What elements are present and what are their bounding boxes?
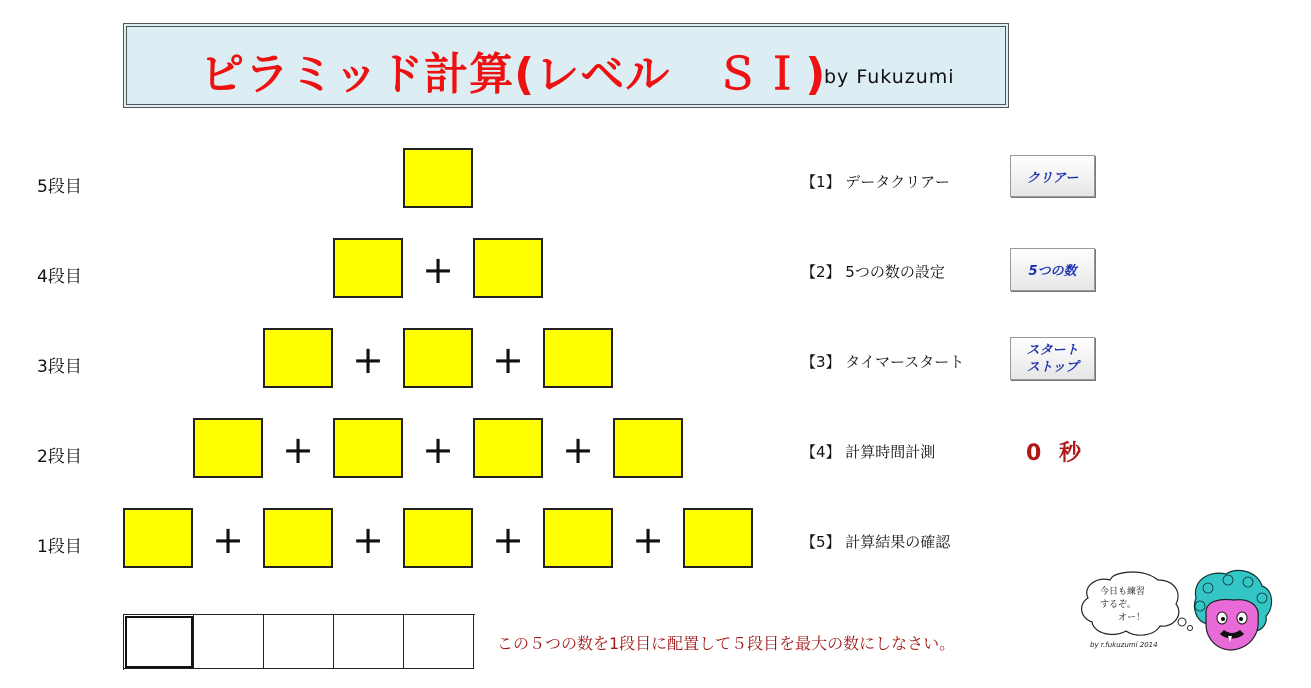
plus-sign: +: [562, 428, 594, 472]
five-numbers-grid: [123, 614, 475, 670]
character-face-icon: [1195, 570, 1272, 650]
pyramid-cell-r3-c1[interactable]: [263, 328, 333, 388]
plus-sign: +: [422, 428, 454, 472]
bubble-line-1: 今日も練習: [1100, 587, 1146, 597]
step-4-label: 【4】 計算時間計測: [801, 443, 936, 461]
seconds-unit: 秒: [1058, 441, 1081, 466]
stop-label: ストップ: [1026, 359, 1079, 375]
page-title: ピラミッド計算(レベル ＳＩ): [200, 49, 827, 100]
pyramid-cell-r2-c2[interactable]: [333, 418, 403, 478]
clear-button[interactable]: クリアー: [1010, 155, 1095, 197]
bubble-line-2: するぞ。: [1100, 600, 1136, 610]
number-cell-3[interactable]: [264, 615, 334, 669]
pyramid-cell-r4-c2[interactable]: [473, 238, 543, 298]
pyramid-cell-r2-c4[interactable]: [613, 418, 683, 478]
speech-bubble-icon: [1082, 572, 1193, 635]
plus-sign: +: [422, 248, 454, 292]
row-label-3: 3段目: [37, 357, 82, 377]
set-five-numbers-button[interactable]: 5つの数: [1010, 248, 1095, 291]
plus-sign: +: [282, 428, 314, 472]
number-cell-1[interactable]: [124, 615, 194, 669]
instruction-text: この５つの数を1段目に配置して５段目を最大の数にしなさい。: [497, 634, 956, 653]
row-label-4: 4段目: [37, 267, 82, 287]
row-label-5: 5段目: [37, 177, 82, 197]
plus-sign: +: [352, 338, 384, 382]
number-cell-4[interactable]: [334, 615, 404, 669]
row-label-2: 2段目: [37, 447, 82, 467]
plus-sign: +: [492, 338, 524, 382]
pyramid-cell-r2-c3[interactable]: [473, 418, 543, 478]
elapsed-time-display: [1026, 436, 1081, 467]
plus-sign: +: [632, 518, 664, 562]
pyramid-cell-r5-c1[interactable]: [403, 148, 473, 208]
mascot-credit: by r.fukuzumi 2014: [1090, 641, 1158, 649]
pyramid-cell-r3-c2[interactable]: [403, 328, 473, 388]
step-3-label: 【3】 タイマースタート: [801, 353, 965, 371]
pyramid-cell-r1-c2[interactable]: [263, 508, 333, 568]
elapsed-seconds: 0: [1026, 441, 1042, 466]
step-5-label: 【5】 計算結果の確認: [801, 533, 951, 551]
pyramid-cell-r4-c1[interactable]: [333, 238, 403, 298]
start-stop-button[interactable]: [1010, 337, 1095, 380]
author-byline: by Fukuzumi: [824, 66, 955, 88]
row-label-1: 1段目: [37, 537, 82, 557]
pyramid-cell-r3-c3[interactable]: [543, 328, 613, 388]
bubble-line-3: オー！: [1118, 613, 1146, 623]
start-label: スタート: [1026, 342, 1079, 358]
step-1-label: 【1】 データクリアー: [801, 173, 950, 191]
pyramid-cell-r2-c1[interactable]: [193, 418, 263, 478]
number-cell-5[interactable]: [404, 615, 474, 669]
plus-sign: +: [492, 518, 524, 562]
number-cell-2[interactable]: [194, 615, 264, 669]
title-banner: [123, 23, 1009, 108]
pyramid-cell-r1-c5[interactable]: [683, 508, 753, 568]
plus-sign: +: [352, 518, 384, 562]
pyramid-cell-r1-c4[interactable]: [543, 508, 613, 568]
plus-sign: +: [212, 518, 244, 562]
pyramid-cell-r1-c1[interactable]: [123, 508, 193, 568]
pyramid-cell-r1-c3[interactable]: [403, 508, 473, 568]
step-2-label: 【2】 5つの数の設定: [801, 263, 945, 281]
